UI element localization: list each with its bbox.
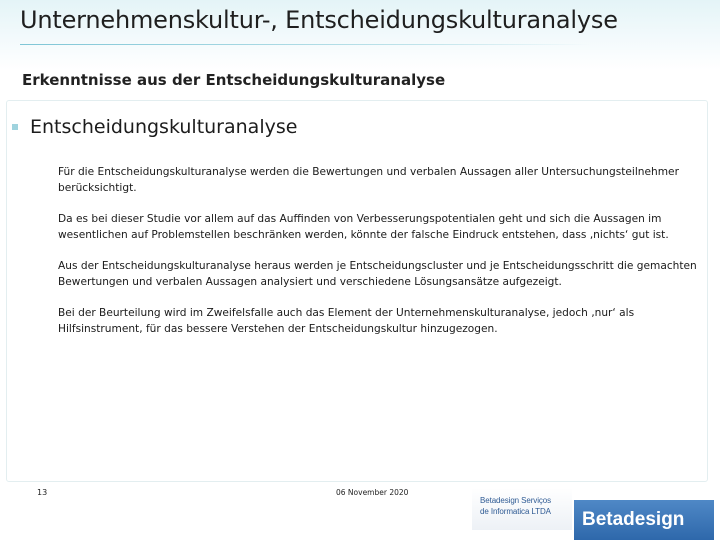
bullet-square-icon xyxy=(12,124,18,130)
brand-logo xyxy=(574,500,714,540)
footer-date: 06 November 2020 xyxy=(336,488,409,497)
bullet-heading-row xyxy=(12,116,297,138)
page-number: 13 xyxy=(37,488,48,497)
paragraph: Aus der Entscheidungskulturanalyse heraus werden je Entscheidungscluster und je Entscheidungsschritt die gemachten Bewertungen und verbalen Aussagen analysiert und verschiedene Lösungsansätze aufgezeigt. xyxy=(58,260,697,288)
body-text xyxy=(58,164,698,352)
slide-subtitle: Erkenntnisse aus der Entscheidungskulturanalyse xyxy=(22,71,446,89)
paragraph: Für die Entscheidungskulturanalyse werden die Bewertungen und verbalen Aussagen aller Untersuchungsteilnehmer berücksichtigt. xyxy=(58,166,679,194)
slide-footer xyxy=(0,480,720,540)
company-logo xyxy=(472,488,572,530)
brand-name: Betadesign xyxy=(582,509,685,530)
title-underline xyxy=(20,44,590,45)
company-name-line2: de Informatica LTDA xyxy=(480,507,551,516)
bullet-heading: Entscheidungskulturanalyse xyxy=(30,116,298,138)
company-name-line1: Betadesign Serviços xyxy=(480,496,552,505)
paragraph: Da es bei dieser Studie vor allem auf das Auffinden von Verbesserungspotentialen geht und sich die Aussagen im wesentlichen auf Problemstellen beschränken werden, könnte der falsche Eindruck entstehen, dass ‚nichts‘ gut ist. xyxy=(58,213,669,241)
paragraph: Bei der Beurteilung wird im Zweifelsfalle auch das Element der Unternehmenskulturanalyse, jedoch ‚nur‘ als Hilfsinstrument, für das bessere Verstehen der Entscheidungskultur hinzugezogen. xyxy=(58,307,635,335)
slide-title: Unternehmenskultur-, Entscheidungskulturanalyse xyxy=(20,6,618,34)
